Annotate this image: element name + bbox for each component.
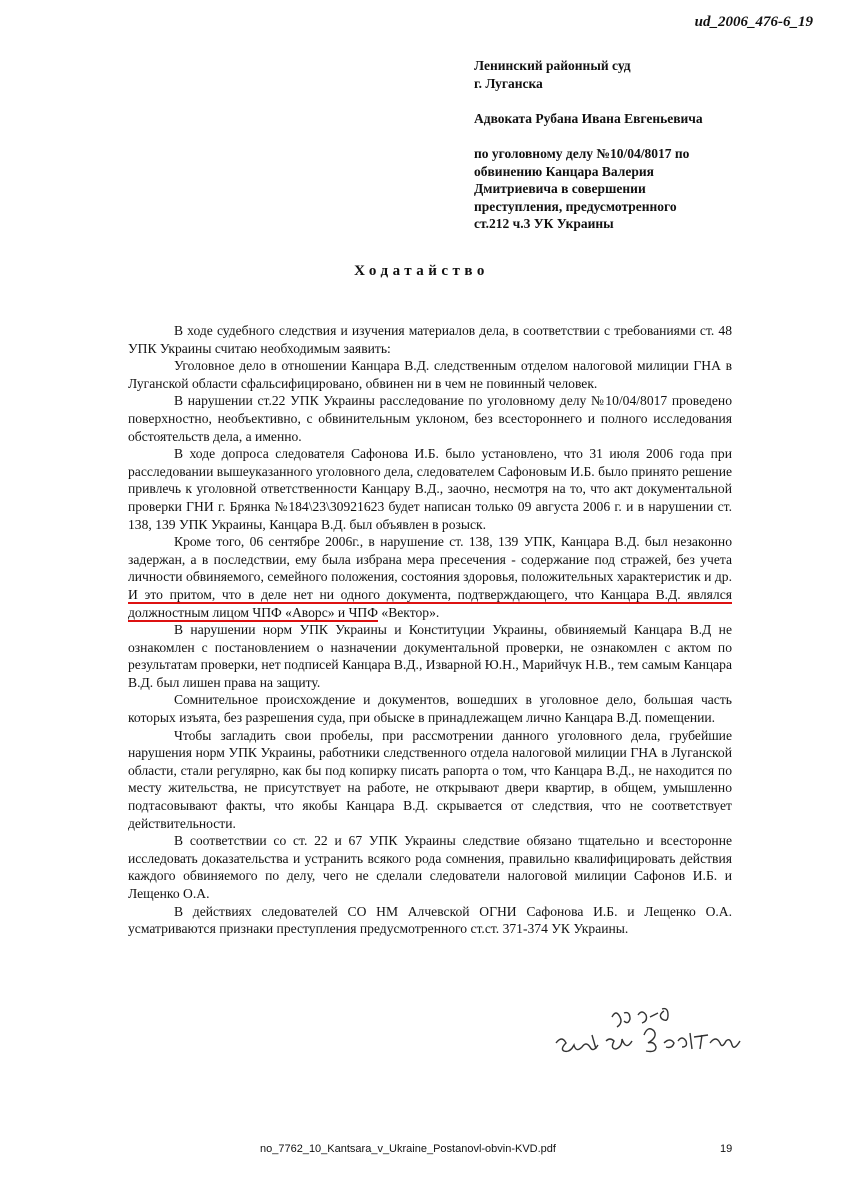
document-title: Ходатайство bbox=[354, 263, 489, 279]
paragraph-1: В ходе судебного следствия и изучения материалов дела, в соответствии с требованиями ст. 48 УПК Украины считаю необходимым заявить: bbox=[128, 323, 732, 356]
document-id: ud_2006_476-6_19 bbox=[694, 14, 813, 30]
paragraph-6: В нарушении норм УПК Украины и Конституции Украины, обвиняемый Канцара В.Д не ознакомлен с постановлением о назначении документальной проверки, не ознакомлен с актом по результатам проверки, нет подписей Канцара В.Д., Изварной Ю.Н., Марийчук Н.В., тем самым Канцара В.Д. был лишен права на защиту. bbox=[128, 622, 732, 690]
footer-page-number: 19 bbox=[720, 1143, 733, 1155]
paragraph-3: В нарушении ст.22 УПК Украины расследование по уголовному делу №10/04/8017 проведено поверхностно, необъективно, с обвинительным уклоном, без всестороннего и полного исследования обстоятельств дела, а именно. bbox=[128, 393, 732, 444]
paragraph-5-part-c: «Вектор». bbox=[378, 604, 440, 620]
footer-filename: no_7762_10_Kantsara_v_Ukraine_Postanovl-obvin-KVD.pdf bbox=[260, 1143, 556, 1155]
sender-name: Адвоката Рубана Ивана Евгеньевича bbox=[474, 111, 703, 126]
paragraph-7: Сомнительное происхождение и документов, вошедших в уголовное дело, большая часть которых изъята, без разрешения суда, при обыске в принадлежащем лично Канцара В.Д. помещении. bbox=[128, 692, 732, 726]
court-name: Ленинский районный суд bbox=[474, 58, 631, 73]
court-city: г. Луганска bbox=[474, 76, 543, 91]
case-line-3: Дмитриевича в совершении bbox=[474, 181, 646, 196]
paragraph-5-part-a: Кроме того, 06 сентябре 2006г., в нарушение ст. 138, 139 УПК, Канцара В.Д. был незаконно задержан, а в последствии, ему была избрана мера пресечения - содержание под стражей, без учета личности обвиняемого, семейного положения, состояния здоровья, положительных характеристик и др. bbox=[128, 534, 732, 585]
paragraph-10: В действиях следователей СО НМ Алчевской ОГНИ Сафонова И.Б. и Лещенко О.А. усматриваются признаки преступления предусмотренного ст.ст. 371-374 УК Украины. bbox=[128, 903, 732, 937]
paragraph-2: Уголовное дело в отношении Канцара В.Д. следственным отделом налоговой милиции ГНА в Луганской области сфальсифицировано, обвинен ни в чем не повинный человек. bbox=[128, 358, 732, 391]
case-line-4: преступления, предусмотренного bbox=[474, 198, 677, 214]
paragraph-9: В соответствии со ст. 22 и 67 УПК Украины следствие обязано тщательно и всесторонне исследовать доказательства и устранить всякого рода сомнения, правильно квалифицировать действия каждого обвиняемого по делу, чего не сделали следователи налоговой милиции Сафонов И.Б. и Лещенко О.А. bbox=[128, 833, 732, 901]
case-line-5: ст.212 ч.3 УК Украины bbox=[474, 216, 614, 231]
paragraph-4: В ходе допроса следователя Сафонова И.Б. было установлено, что 31 июля 2006 года при расследовании вышеуказанного уголовного дела, следователем Сафоновым И.Б. было принято решение привлечь к уголовной ответственности Канцару В.Д., заочно, несмотря на то, что акт документальной проверки ГНИ г. Брянка №184\23\30921623 будет написан только 09 августа 2006 г. и в нарушении ст. 138, 139 УПК Украины, Канцара В.Д. был объявлен в розыск. bbox=[128, 446, 732, 532]
case-line-1: по уголовному делу №10/04/8017 по bbox=[474, 146, 690, 161]
paragraph-5-highlight: И это притом, что в деле нет ни одного документа, подтверждающего, что Канцара В.Д. являлся должностным лицом ЧПФ «Аворс» и ЧПФ bbox=[128, 586, 732, 620]
handwritten-signature bbox=[552, 1005, 742, 1065]
paragraph-8: Чтобы загладить свои пробелы, при рассмотрении данного уголовного дела, грубейшие нарушения норм УПК Украины, работники следственного отдела налоговой милиции ГНА в Луганской области, стали регулярно, как бы под копирку писать рапорта о том, что Канцара В.Д., не находится по месту жительства, не присутствует на работе, не открывают двери квартир, в общем, умышленно подтасовывают факты, что якобы Канцара В.Д. скрывается от следствия, что не соответствует действительности. bbox=[128, 727, 732, 831]
paragraph-5 bbox=[128, 533, 732, 621]
case-line-2: обвинению Канцара Валерия bbox=[474, 163, 654, 179]
document-body bbox=[128, 322, 732, 938]
